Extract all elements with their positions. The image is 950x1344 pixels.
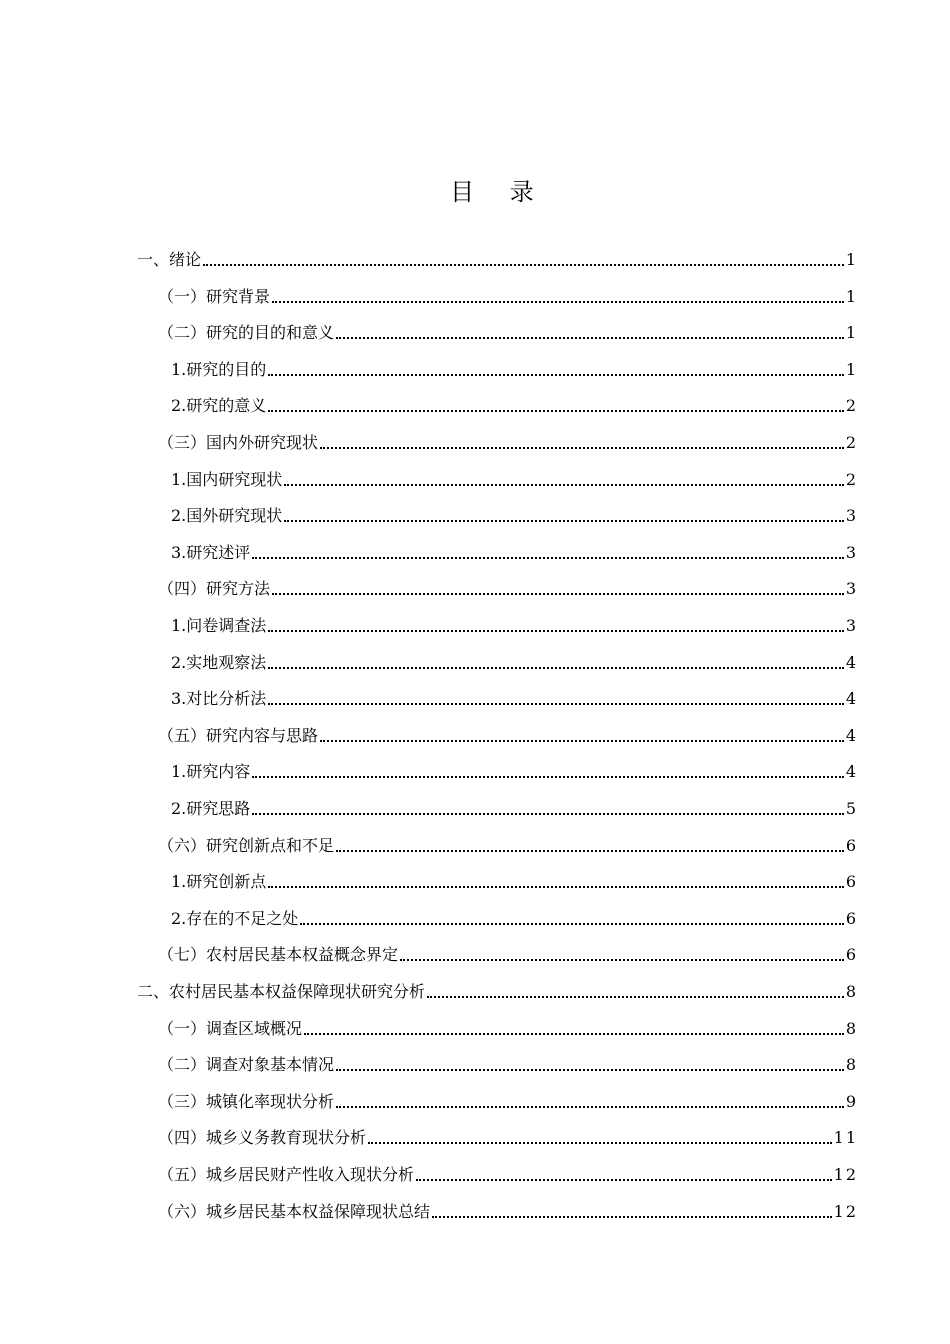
toc-entry-text: （二）调查对象基本情况: [158, 1055, 335, 1075]
toc-dot-leader: [320, 447, 844, 449]
toc-dot-leader: [336, 1106, 844, 1108]
toc-entry-text: 1.国内研究现状: [171, 469, 283, 489]
toc-dot-leader: [320, 740, 844, 742]
toc-page-number: 5: [845, 799, 858, 818]
toc-dot-leader: [268, 886, 844, 888]
toc-dot-leader: [427, 996, 844, 998]
toc-dot-leader: [252, 776, 844, 778]
toc-page-number: 4: [845, 725, 858, 745]
toc-entry-text: 2.实地观察法: [171, 652, 267, 672]
toc-page-number: 2: [845, 469, 858, 489]
toc-dot-leader: [272, 301, 844, 303]
toc-dot-leader: [268, 630, 844, 632]
toc-title: 目 录: [450, 178, 548, 206]
toc-page-number: 3: [845, 542, 858, 562]
toc-dot-leader: [368, 1142, 832, 1144]
toc-dot-leader: [268, 703, 844, 705]
toc-entry[interactable]: [158, 417, 856, 453]
toc-entry-text: （三）国内外研究现状: [158, 433, 319, 452]
toc-entry-text: （二）研究的目的和意义: [158, 323, 335, 343]
toc-entry[interactable]: [171, 380, 856, 416]
toc-page-number: 6: [845, 872, 858, 892]
toc-page-number: 1: [845, 286, 858, 306]
toc-dot-leader: [336, 337, 844, 339]
toc-entry[interactable]: [158, 1149, 856, 1185]
toc-entry-text: （四）城乡义务教育现状分析: [158, 1128, 367, 1148]
toc-entry-text: 1.研究的目的: [171, 359, 267, 379]
toc-entry-text: 2.研究的意义: [171, 396, 267, 416]
toc-page-number: 4: [845, 652, 858, 672]
toc-dot-leader: [304, 1033, 844, 1035]
toc-entry[interactable]: [137, 234, 856, 270]
toc-page-number: 12: [833, 1165, 858, 1184]
toc-page-number: 11: [833, 1128, 858, 1148]
toc-page-number: 4: [845, 762, 858, 782]
toc-entry[interactable]: [158, 1112, 856, 1148]
toc-entry[interactable]: [137, 966, 856, 1002]
toc-dot-leader: [284, 520, 844, 522]
toc-dot-leader: [272, 593, 844, 595]
toc-page-number: 1: [845, 250, 858, 269]
toc-dot-leader: [284, 484, 844, 486]
toc-entry[interactable]: [158, 271, 856, 307]
toc-entry-text: （五）研究内容与思路: [158, 725, 319, 745]
toc-page-number: 6: [845, 835, 858, 855]
toc-entry[interactable]: [171, 600, 856, 636]
toc-entry[interactable]: [158, 1076, 856, 1112]
toc-entry-text: 1.研究内容: [171, 762, 251, 782]
toc-dot-leader: [252, 813, 844, 815]
toc-dot-leader: [300, 923, 844, 925]
toc-page-number: 6: [845, 908, 858, 928]
toc-entry[interactable]: [171, 490, 856, 526]
toc-entry-text: （七）农村居民基本权益概念界定: [158, 945, 399, 965]
toc-dot-leader: [336, 1069, 844, 1071]
toc-page-number: 3: [845, 579, 858, 599]
toc-dot-leader: [268, 667, 844, 669]
toc-dot-leader: [252, 557, 844, 559]
toc-page-number: 2: [845, 433, 858, 452]
toc-dot-leader: [336, 850, 844, 852]
toc-entry-text: 2.存在的不足之处: [171, 908, 299, 928]
toc-entry-text: 3.对比分析法: [171, 689, 267, 709]
toc-page-number: 4: [845, 689, 858, 709]
toc-entry-text: （一）研究背景: [158, 286, 271, 306]
toc-entry-text: （六）城乡居民基本权益保障现状总结: [158, 1201, 431, 1221]
toc-entry[interactable]: [158, 929, 856, 965]
toc-page-number: 3: [845, 506, 858, 526]
toc-page-number: 6: [845, 945, 858, 965]
toc-entry-text: （五）城乡居民财产性收入现状分析: [158, 1165, 415, 1184]
toc-entry-text: （三）城镇化率现状分析: [158, 1091, 335, 1111]
toc-page-number: 8: [845, 982, 858, 1001]
toc-dot-leader: [400, 959, 844, 961]
toc-entry[interactable]: [171, 454, 856, 490]
toc-page-number: 2: [845, 396, 858, 416]
toc-entry[interactable]: [171, 856, 856, 892]
toc-entry-text: 2.国外研究现状: [171, 506, 283, 526]
toc-entry[interactable]: [171, 637, 856, 673]
toc-entry-text: 二、农村居民基本权益保障现状研究分析: [137, 982, 426, 1001]
toc-entry[interactable]: [171, 893, 856, 929]
toc-dot-leader: [432, 1216, 832, 1218]
toc-dot-leader: [416, 1179, 832, 1181]
toc-entry[interactable]: [158, 820, 856, 856]
toc-page-number: 8: [845, 1018, 858, 1038]
toc-entry-text: （四）研究方法: [158, 579, 271, 599]
toc-dot-leader: [268, 374, 844, 376]
toc-entry[interactable]: [158, 1039, 856, 1075]
toc-entry-text: 1.问卷调查法: [171, 616, 267, 635]
toc-entry[interactable]: [171, 673, 856, 709]
toc-entry[interactable]: [158, 307, 856, 343]
toc-entry[interactable]: [171, 527, 856, 563]
toc-page-number: 1: [845, 359, 858, 379]
toc-page-number: 3: [845, 616, 858, 635]
toc-entry[interactable]: [158, 710, 856, 746]
toc-page-number: 1: [845, 323, 858, 343]
toc-entry-text: 3.研究述评: [171, 542, 251, 562]
toc-page-number: 8: [845, 1055, 858, 1075]
toc-entry-text: 一、绪论: [137, 250, 202, 269]
toc-entry-text: 1.研究创新点: [171, 872, 267, 892]
toc-entry[interactable]: [158, 1186, 856, 1222]
toc-entry[interactable]: [171, 344, 856, 380]
toc-dot-leader: [268, 410, 844, 412]
toc-page-number: 12: [833, 1201, 858, 1221]
toc-entry-text: 2.研究思路: [171, 799, 251, 818]
toc-dot-leader: [203, 264, 844, 266]
toc-entry[interactable]: [158, 1003, 856, 1039]
toc-entry[interactable]: [171, 783, 856, 819]
toc-page-number: 9: [845, 1091, 858, 1111]
toc-entry[interactable]: [171, 746, 856, 782]
toc-entry-text: （六）研究创新点和不足: [158, 835, 335, 855]
toc-entry-text: （一）调查区域概况: [158, 1018, 303, 1038]
toc-entry[interactable]: [158, 563, 856, 599]
